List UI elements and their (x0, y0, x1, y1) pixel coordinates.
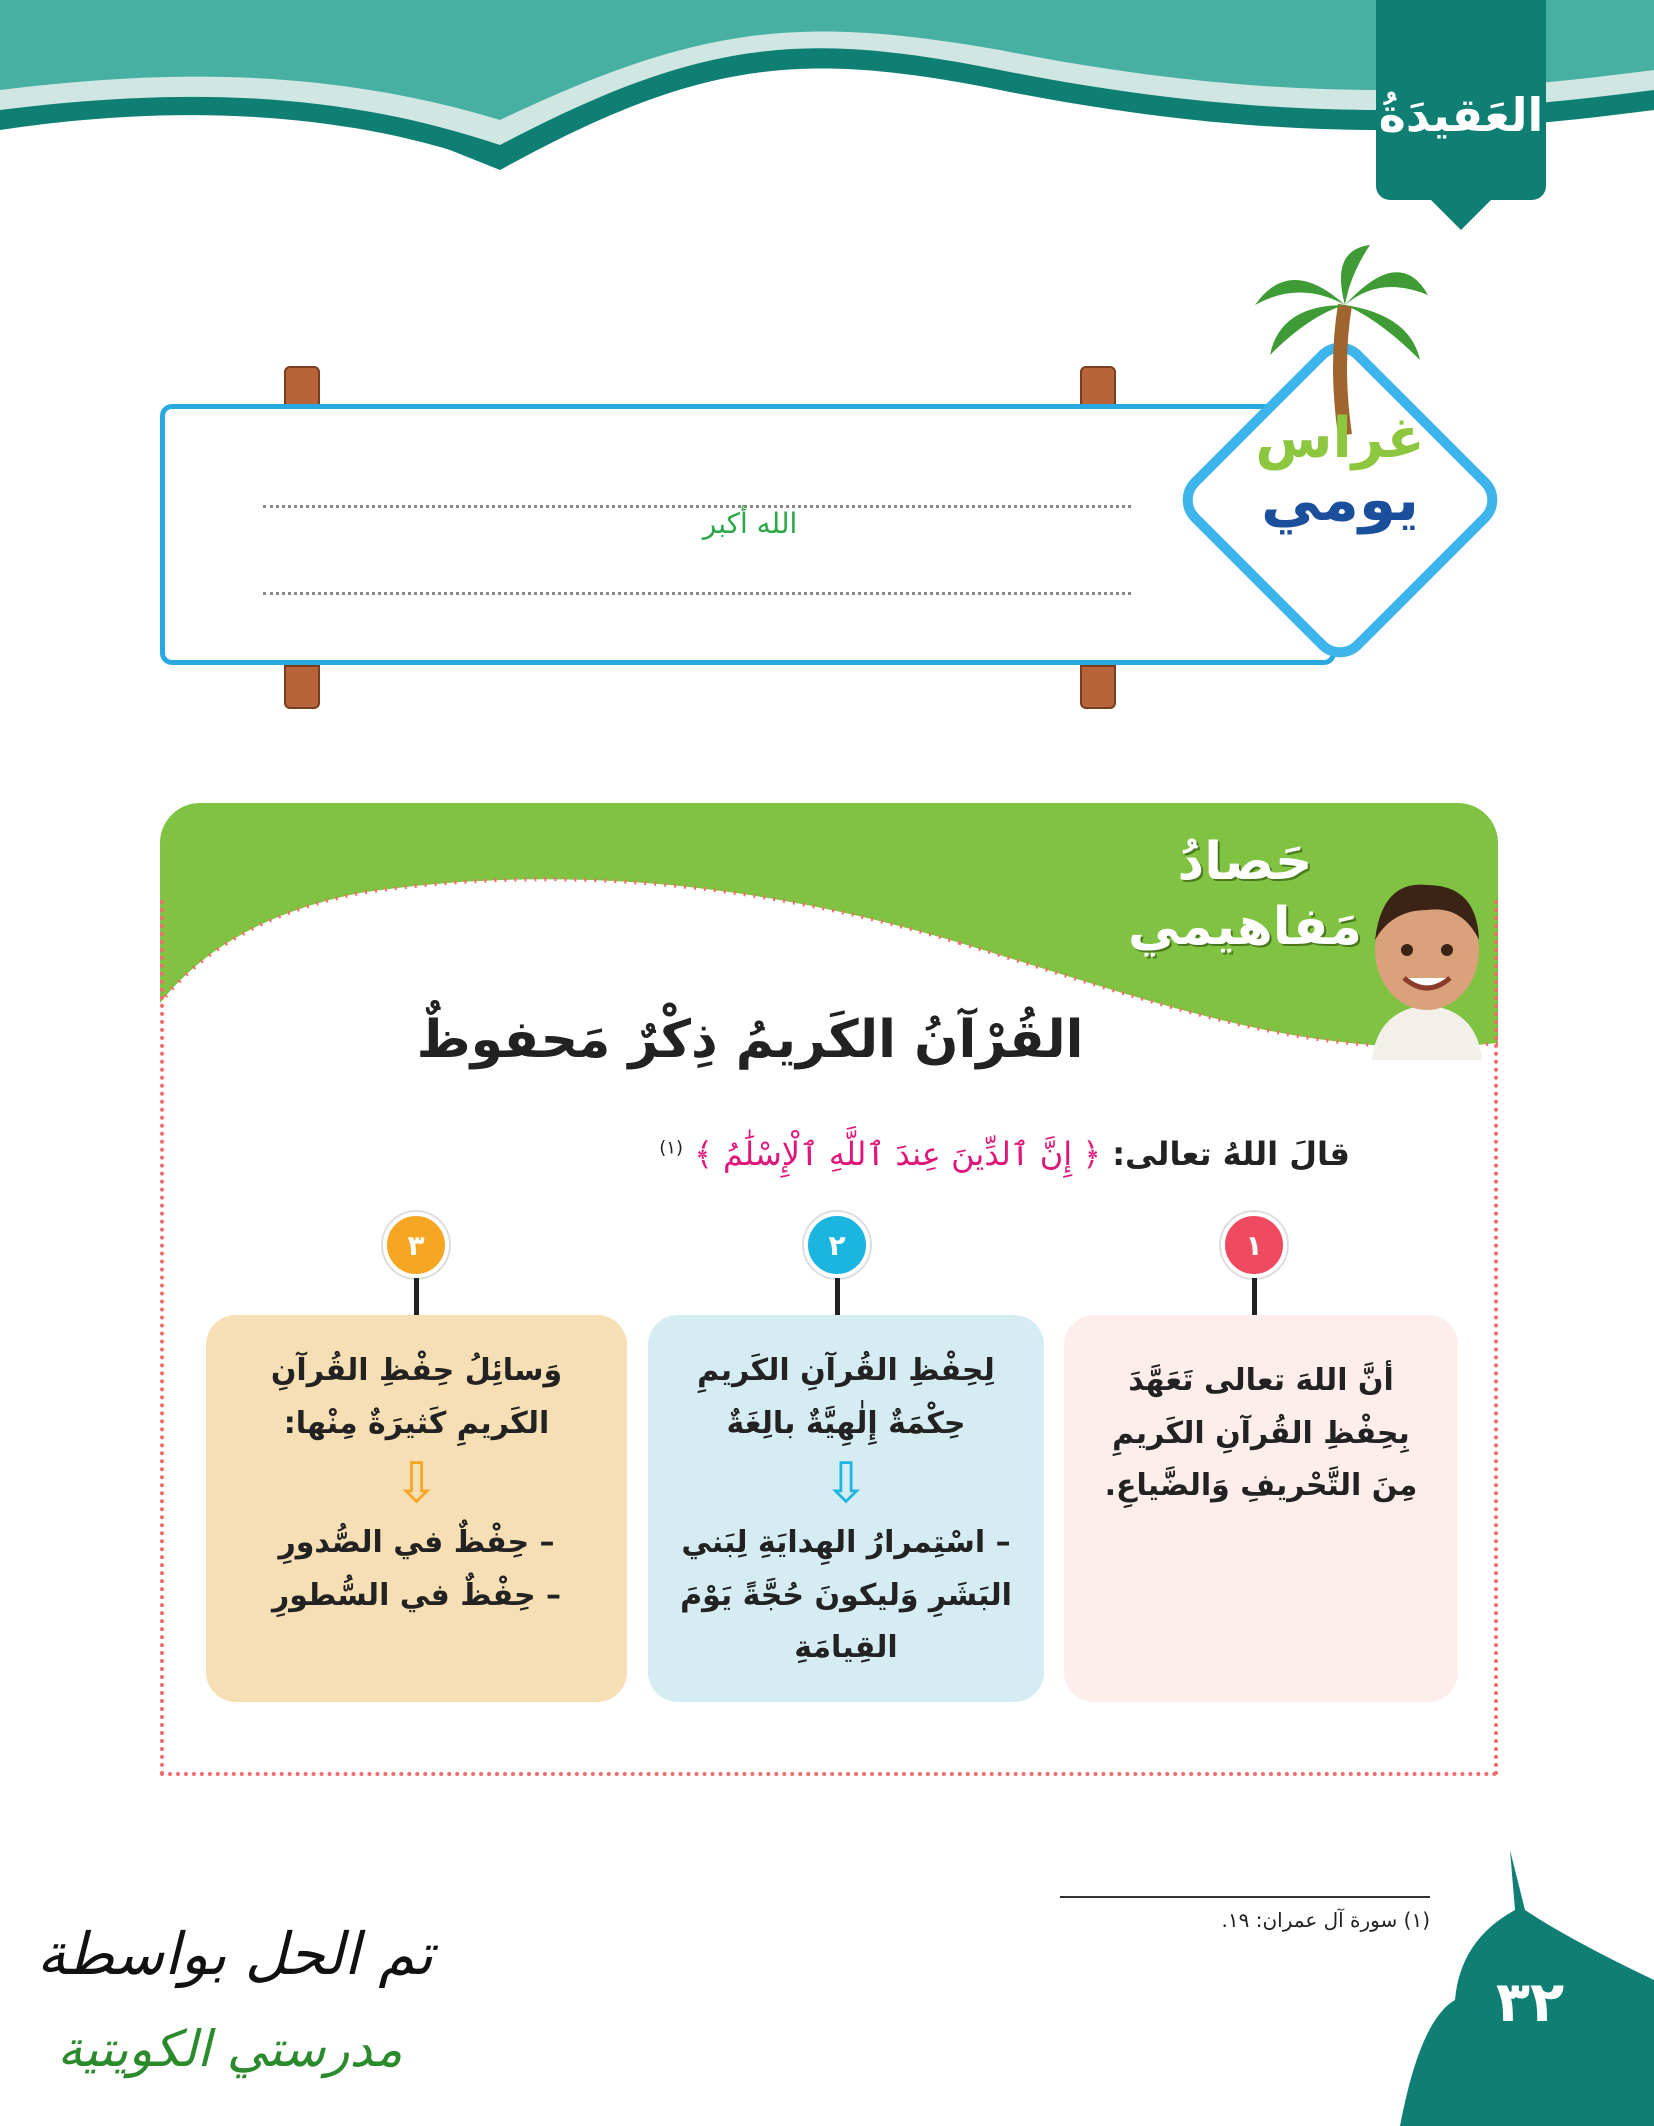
connector (835, 1278, 840, 1318)
watermark-line1: تم الحل بواسطة (36, 1920, 434, 1988)
section-tag: العَقيدَةُ (1376, 0, 1546, 200)
verse-text: ﴿ إِنَّ ٱلدِّينَ عِندَ ٱللَّهِ ٱلْإِسْلَٰمُ ﴾ (694, 1135, 1102, 1173)
board-post (284, 665, 320, 709)
quran-verse (600, 1135, 1350, 1173)
footnote-divider (1060, 1896, 1430, 1898)
point-text: وَسائِلُ حِفْظِ القُرآنِ الكَريمِ كَثيرَةٌ مِنْها: (270, 1353, 563, 1441)
point-card-3 (206, 1315, 627, 1702)
point-card-1 (1064, 1315, 1458, 1702)
point-number-2: ٢ (804, 1212, 870, 1278)
boy-avatar (1362, 870, 1492, 1060)
point-number-3: ٣ (383, 1212, 449, 1278)
point-text: أنَّ اللهَ تعالى تَعَهَّدَ بِحِفْظِ القُرآنِ الكَريمِ مِنَ التَّحْريفِ وَالضَّياعِ. (1104, 1363, 1418, 1503)
verse-footnote-ref[interactable]: (١) (659, 1137, 683, 1159)
logo-line1: غراس (1255, 406, 1425, 471)
down-arrow-icon: ⇩ (393, 1451, 440, 1516)
point-result: – حِفْظٌ في السُّطورِ (271, 1577, 562, 1613)
point-result: – حِفْظٌ في الصُّدورِ (278, 1525, 555, 1561)
board-post (1080, 665, 1116, 709)
point-text: لِحِفْظِ القُرآنِ الكَريمِ حِكْمَةٌ إِلٰهِيَّةٌ بالِغَةٌ (697, 1353, 995, 1441)
verse-intro: قالَ اللهُ تعالى: (1112, 1135, 1350, 1173)
harvest-label-line1: حَصادُ (1177, 832, 1313, 892)
point-result: – اسْتِمرارُ الهِدايَةِ لِبَني البَشَرِ وَليكونَ حُجَّةً يَوْمَ القِيامَةِ (680, 1525, 1012, 1666)
connector (414, 1278, 419, 1318)
page-number: ٣٢ (1495, 1970, 1565, 2035)
down-arrow-icon: ⇩ (822, 1451, 870, 1516)
daily-seed-logo-text (1230, 406, 1450, 535)
connector (1252, 1278, 1257, 1318)
lesson-title: القُرْآنُ الكَريمُ ذِكْرٌ مَحفوظٌ (416, 1010, 1084, 1070)
point-number-1: ١ (1221, 1212, 1287, 1278)
logo-line2: يومي (1261, 464, 1419, 535)
harvest-label (1120, 830, 1370, 960)
answer-text[interactable]: الله أكبر (702, 507, 798, 540)
watermark-line2: مدرستي الكويتية (57, 2020, 403, 2078)
footnote: (١) سورة آل عمران: ١٩. (1221, 1908, 1430, 1932)
harvest-label-line2: مَفاهيمي (1128, 897, 1362, 957)
point-card-2 (648, 1315, 1044, 1702)
answer-board (160, 404, 1336, 665)
answer-line (263, 592, 1131, 595)
